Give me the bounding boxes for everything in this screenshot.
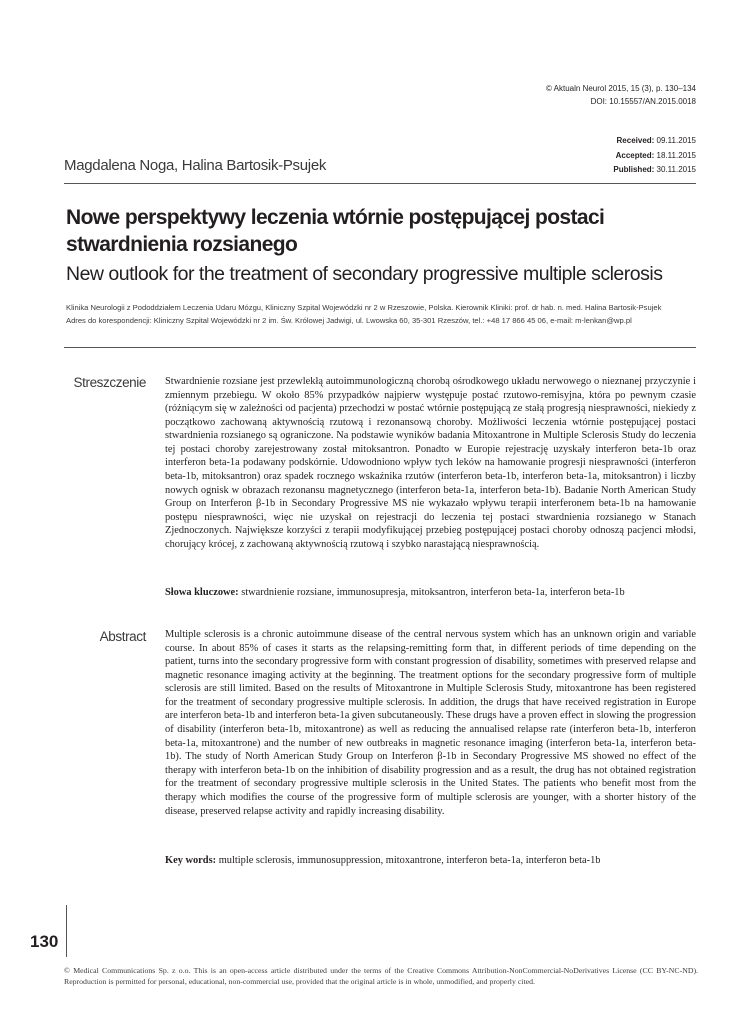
title-english: New outlook for the treatment of secondary progressive multiple sclerosis [66,263,663,285]
page-number: 130 [30,932,59,951]
title-polish-line-2: stwardnienia rozsianego [66,233,298,256]
affiliation-divider [64,347,696,348]
streszczenie-keywords [165,586,696,600]
header-divider [64,183,696,184]
abstract-keywords [165,854,696,868]
streszczenie-body: Stwardnienie rozsiane jest przewlekłą autoimmunologiczną chorobą ośrodkowego układu nerwowego o nieznanej przyczynie i zmiennym przebiegu. W około 85% przypadków najpierw występuje postać rzutowo-remisyjna, która po pewnym czasie (różniącym się w zależności od pacjenta) przechodzi w postać wtórnie postępującą ze stałą progresją niesprawności, niekiedy z początkowo zachowaną aktywnością rzutową i rezonansową choroby. Możliwości leczenia wtórnie postępującej postaci stwardnienia rozsianego są ograniczone. Na podstawie wyników badania Mitoxantrone in Multiple Sclerosis Study do leczenia tej postaci choroby zarejestrowany został mitoksantron. Ponadto w Europie rejestrację uzyskały interferon beta-1b oraz interferon beta-1a podawany podskórnie. Udowodniono wpływ tych leków na hamowanie progresji niesprawności (interferon beta-1b, mitoksantron) oraz spadek rocznego wskaźnika rzutów (interferon beta-1b, interferon beta-1a, mitoksantron) i liczby nowych ognisk w obrazach rezonansu magnetycznego (interferon beta-1a, interferon beta-1b). Badanie North American Study Group on Interferon β-1b in Secondary Progressive MS nie wykazało wpływu terapii interferonem beta-1b na hamowanie postępu niesprawności, więc nie uzyskał on rejestracji do leczenia tej postaci stwardnienia rozsianego w Stanach Zjednoczonych. Największe korzyści z terapii modyfikującej przebieg postępującej postaci choroby odnoszą pacjenci młodsi, chorujący krócej, z zachowaną aktywnością rzutową i szybko narastającą niesprawnością. [165,376,696,550]
page-number-rule [66,905,67,957]
streszczenie-heading: Streszczenie [73,375,146,390]
title-polish-line-1: Nowe perspektywy leczenia wtórnie postępującej postaci [66,206,605,229]
authors: Magdalena Noga, Halina Bartosik-Psujek [64,157,327,174]
journal-citation: © Aktualn Neurol 2015, 15 (3), p. 130–134 [546,84,696,93]
correspondence: Adres do korespondencji: Kliniczny Szpital Wojewódzki nr 2 im. Św. Królowej Jadwigi, ul. Lwowska 60, 35-301 Rzeszów, tel.: +48 17 866 45 06, e-mail: m-lenkan@wp.pl [66,315,632,325]
received-date: Received: 09.11.2015 [616,136,696,145]
keywords-label-en: Key words: [165,855,217,866]
abstract-heading: Abstract [99,629,146,644]
dates-block [613,134,696,178]
citation-block [546,82,696,108]
published-date: Published: 30.11.2015 [613,165,696,174]
title-polish [66,204,666,258]
accepted-date: Accepted: 18.11.2015 [615,150,696,160]
keywords-pl: stwardnienie rozsiane, immunosupresja, mitoksantron, interferon beta-1a, interferon beta-1b [241,587,625,598]
abstract-body: Multiple sclerosis is a chronic autoimmune disease of the central nervous system which has an unknown origin and variable course. In about 85% of cases it starts as the relapsing-remitting form that, in different periods of time depending on the patient, turns into the secondary progressive form with constant progression of disability, sometimes with preserved relapse and magnetic resonance imaging activity at the beginning. The treatment options for the secondary progressive form of multiple sclerosis are still limited. Based on the results of Mitoxantrone in Multiple Sclerosis Study, mitoxantrone has been registered for the treatment of secondary progressive multiple sclerosis. In addition, the drugs that have received registration in Europe are interferon beta-1b and interferon beta-1a given subcutaneously. These drugs have a proven effect in slowing the progression of disability (interferon beta-1b, mitoxantrone) as well as reducing the annualised relapse rate (interferon beta-1b, interferon beta-1a, mitoxantrone) and the number of new outbreaks in magnetic resonance imaging (interferon beta-1a, interferon beta-1b). The study of North American Study Group on Interferon β-1b in Secondary Progressive MS showed no effect of the therapy with interferon beta-1b on the inhibition of disability progression and as a result, the drug has not obtained registration for the treatment of secondary progressive multiple sclerosis in the United States. The patients who benefit most from the therapy which modifies the course of the progressive form of multiple sclerosis are younger, with a shorter history of the disease, preserved relapse activity and rapidly increasing disability. [165,629,696,817]
keywords-label-pl: Słowa kluczowe: [165,587,239,598]
keywords-en: multiple sclerosis, immunosuppression, mitoxantrone, interferon beta-1a, interferon beta-1b [218,855,601,866]
doi: DOI: 10.15557/AN.2015.0018 [590,97,696,106]
affiliation: Klinika Neurologii z Pododdziałem Leczenia Udaru Mózgu, Kliniczny Szpital Wojewódzki nr 2 w Rzeszowie, Polska. Kierownik Kliniki: prof. dr hab. n. med. Halina Bartosik-Psujek [66,303,662,312]
affiliation-block [66,302,706,327]
license-footer: © Medical Communications Sp. z o.o. This is an open-access article distributed under the terms of the Creative Commons Attribution-NonCommercial-NoDerivatives License (CC BY-NC-ND). Reproduction is permitted for personal, educational, non-commercial use, provided that the original article is in whole, unmodified, and properly cited. [64,966,698,986]
